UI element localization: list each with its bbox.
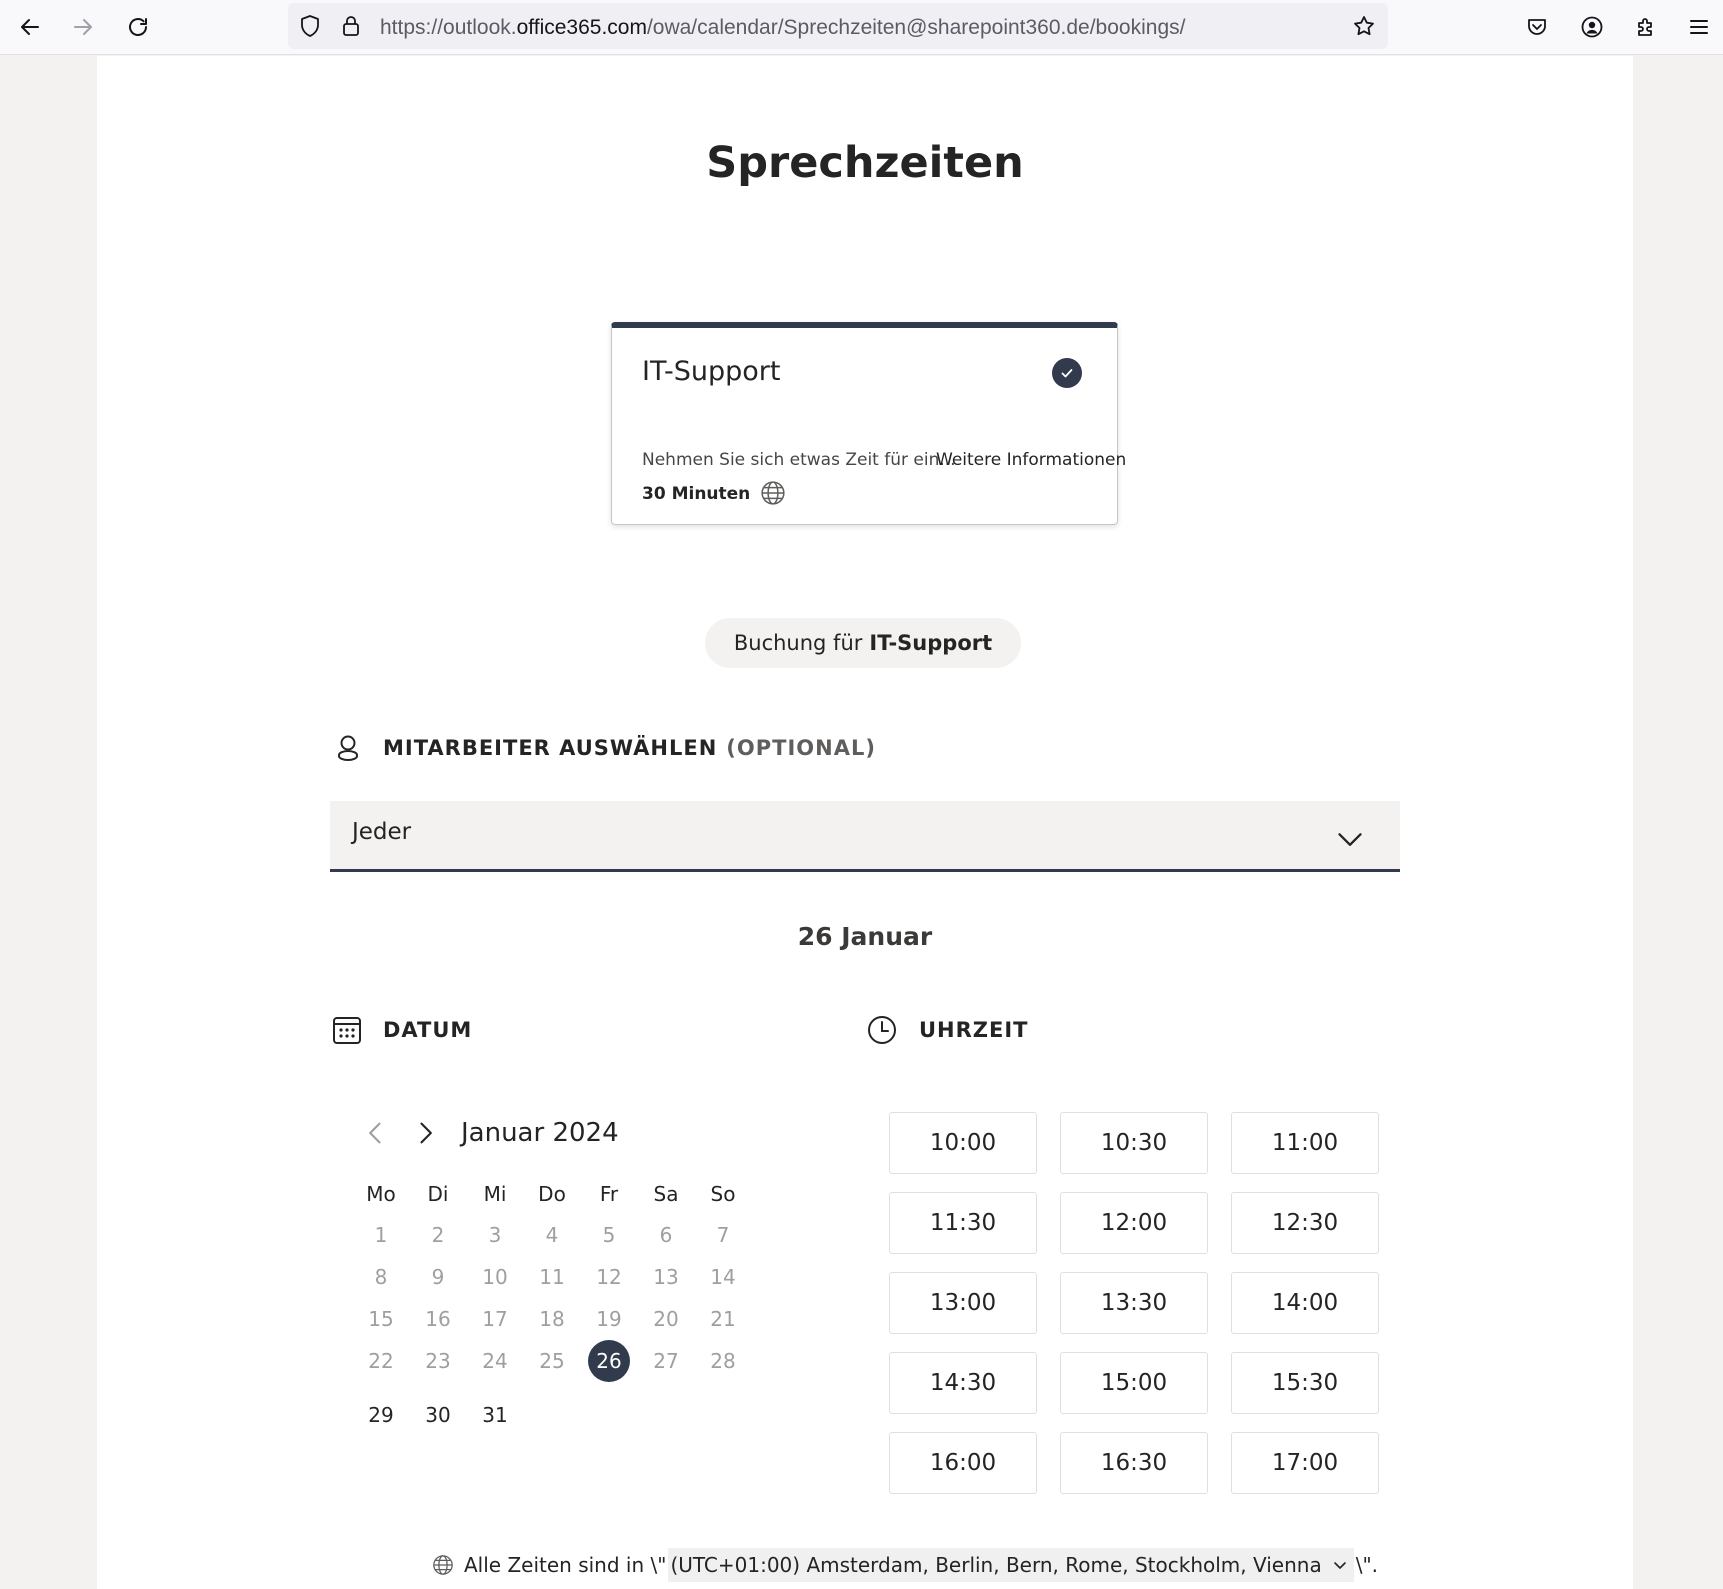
person-icon — [332, 733, 364, 765]
time-slot-button[interactable]: 16:30 — [1060, 1432, 1208, 1494]
weekday-label: Sa — [653, 1182, 679, 1206]
previous-month-button[interactable] — [362, 1119, 390, 1147]
calendar-month-label: Januar 2024 — [461, 1118, 619, 1148]
arrow-right-icon — [71, 15, 95, 39]
back-button[interactable] — [12, 9, 48, 45]
timezone-select[interactable] — [668, 1548, 1353, 1582]
chevron-down-icon — [1332, 1557, 1348, 1573]
calendar-day: 6 — [659, 1223, 673, 1247]
staff-select[interactable] — [330, 801, 1400, 872]
calendar-day: 28 — [710, 1349, 736, 1373]
calendar-day: 10 — [482, 1265, 508, 1289]
next-month-button[interactable] — [411, 1119, 439, 1147]
url-path: /owa/calendar/Sprechzeiten@sharepoint360.de/bookings/ — [646, 16, 1186, 39]
url-prefix: https://outlook. — [380, 16, 517, 39]
menu-button[interactable] — [1681, 9, 1717, 45]
service-duration: 30 Minuten — [642, 484, 751, 504]
calendar-day: 3 — [488, 1223, 502, 1247]
weekday-label: Do — [538, 1182, 566, 1206]
calendar-day: 22 — [368, 1349, 394, 1373]
globe-icon — [432, 1554, 454, 1576]
account-button[interactable] — [1574, 9, 1610, 45]
address-bar[interactable] — [288, 3, 1388, 49]
arrow-left-icon — [18, 15, 42, 39]
timezone-row — [432, 1548, 1378, 1582]
calendar-day: 27 — [653, 1349, 679, 1373]
shield-icon[interactable] — [298, 14, 322, 38]
pocket-button[interactable] — [1519, 9, 1555, 45]
time-slot-button[interactable]: 14:30 — [889, 1352, 1037, 1414]
calendar-day: 20 — [653, 1307, 679, 1331]
calendar-day: 7 — [716, 1223, 730, 1247]
time-slot-button[interactable]: 12:30 — [1231, 1192, 1379, 1254]
timezone-suffix: \". — [1355, 1553, 1378, 1577]
date-heading — [383, 1018, 472, 1042]
pocket-icon — [1525, 15, 1549, 39]
time-slot-button[interactable]: 11:00 — [1231, 1112, 1379, 1174]
calendar-icon — [331, 1014, 363, 1046]
calendar-day: 14 — [710, 1265, 736, 1289]
calendar-day: 11 — [539, 1265, 565, 1289]
time-slot-button[interactable]: 17:00 — [1231, 1432, 1379, 1494]
star-icon[interactable] — [1352, 14, 1376, 38]
time-slot-button[interactable]: 10:30 — [1060, 1112, 1208, 1174]
calendar-day: 5 — [602, 1223, 616, 1247]
time-slot-button[interactable]: 15:00 — [1060, 1352, 1208, 1414]
account-icon — [1580, 15, 1604, 39]
time-slot-button[interactable]: 11:30 — [889, 1192, 1037, 1254]
calendar-day[interactable]: 26 — [588, 1340, 630, 1382]
more-info-link[interactable]: Weitere Informationen — [936, 450, 1127, 470]
selected-date-label: 26 Januar — [797, 922, 933, 951]
puzzle-icon — [1634, 15, 1658, 39]
date-heading-label: DATUM — [383, 1018, 473, 1042]
staff-heading — [383, 736, 876, 760]
forward-button[interactable] — [65, 9, 101, 45]
calendar-day: 1 — [374, 1223, 388, 1247]
calendar-day: 17 — [482, 1307, 508, 1331]
time-slot-button[interactable]: 15:30 — [1231, 1352, 1379, 1414]
timezone-prefix: Alle Zeiten sind in \" — [464, 1553, 667, 1577]
hamburger-icon — [1687, 15, 1711, 39]
booking-service: IT-Support — [869, 631, 993, 655]
calendar-day: 21 — [710, 1307, 736, 1331]
calendar-day: 18 — [539, 1307, 565, 1331]
calendar-day: 23 — [425, 1349, 451, 1373]
extensions-button[interactable] — [1628, 9, 1664, 45]
calendar-day: 8 — [374, 1265, 388, 1289]
time-slot-button[interactable]: 13:00 — [889, 1272, 1037, 1334]
selected-check — [1052, 358, 1082, 388]
time-slot-button[interactable]: 16:00 — [889, 1432, 1037, 1494]
timezone-value: (UTC+01:00) Amsterdam, Berlin, Bern, Rome, Stockholm, Vienna — [670, 1553, 1322, 1577]
weekday-label: Mo — [366, 1182, 396, 1206]
calendar-day: 16 — [425, 1307, 451, 1331]
calendar-day: 13 — [653, 1265, 679, 1289]
service-description: Nehmen Sie sich etwas Zeit für ein... — [642, 450, 956, 470]
calendar-day[interactable]: 29 — [368, 1403, 394, 1427]
staff-select-value: Jeder — [352, 819, 412, 845]
chevron-down-icon — [1336, 825, 1364, 853]
weekday-label: Di — [427, 1182, 449, 1206]
calendar-day: 24 — [482, 1349, 508, 1373]
service-name: IT-Support — [642, 356, 781, 387]
clock-icon — [866, 1014, 898, 1046]
time-slot-button[interactable]: 10:00 — [889, 1112, 1037, 1174]
browser-toolbar — [0, 0, 1723, 55]
calendar-day: 15 — [368, 1307, 394, 1331]
calendar-day: 12 — [596, 1265, 622, 1289]
time-heading-label: UHRZEIT — [919, 1018, 1029, 1042]
reload-button[interactable] — [120, 9, 156, 45]
time-heading — [919, 1018, 1029, 1042]
reload-icon — [126, 15, 150, 39]
calendar-day[interactable]: 30 — [425, 1403, 451, 1427]
service-card[interactable] — [611, 322, 1127, 525]
staff-heading-label: MITARBEITER AUSWÄHLEN — [383, 736, 718, 760]
weekday-label: Fr — [599, 1182, 619, 1206]
booking-page — [97, 56, 1633, 1589]
calendar-day: 4 — [545, 1223, 559, 1247]
url-text[interactable] — [380, 16, 1185, 40]
time-slot-button[interactable]: 12:00 — [1060, 1192, 1208, 1254]
page-title: Sprechzeiten — [706, 138, 1024, 188]
time-slot-button[interactable]: 13:30 — [1060, 1272, 1208, 1334]
lock-icon[interactable] — [339, 14, 363, 38]
weekday-label: So — [710, 1182, 736, 1206]
calendar-day: 19 — [596, 1307, 622, 1331]
booking-for-label — [705, 618, 1021, 668]
checkmark-icon — [1059, 365, 1075, 381]
booking-prefix: Buchung für — [733, 631, 863, 655]
calendar-day: 25 — [539, 1349, 565, 1373]
calendar-day: 2 — [431, 1223, 445, 1247]
globe-icon — [760, 480, 786, 506]
calendar-day[interactable]: 31 — [482, 1403, 508, 1427]
time-slot-button[interactable]: 14:00 — [1231, 1272, 1379, 1334]
weekday-label: Mi — [483, 1182, 507, 1206]
calendar-day: 9 — [431, 1265, 445, 1289]
staff-optional-label: (OPTIONAL) — [726, 736, 876, 760]
url-host: office365.com — [516, 16, 647, 39]
